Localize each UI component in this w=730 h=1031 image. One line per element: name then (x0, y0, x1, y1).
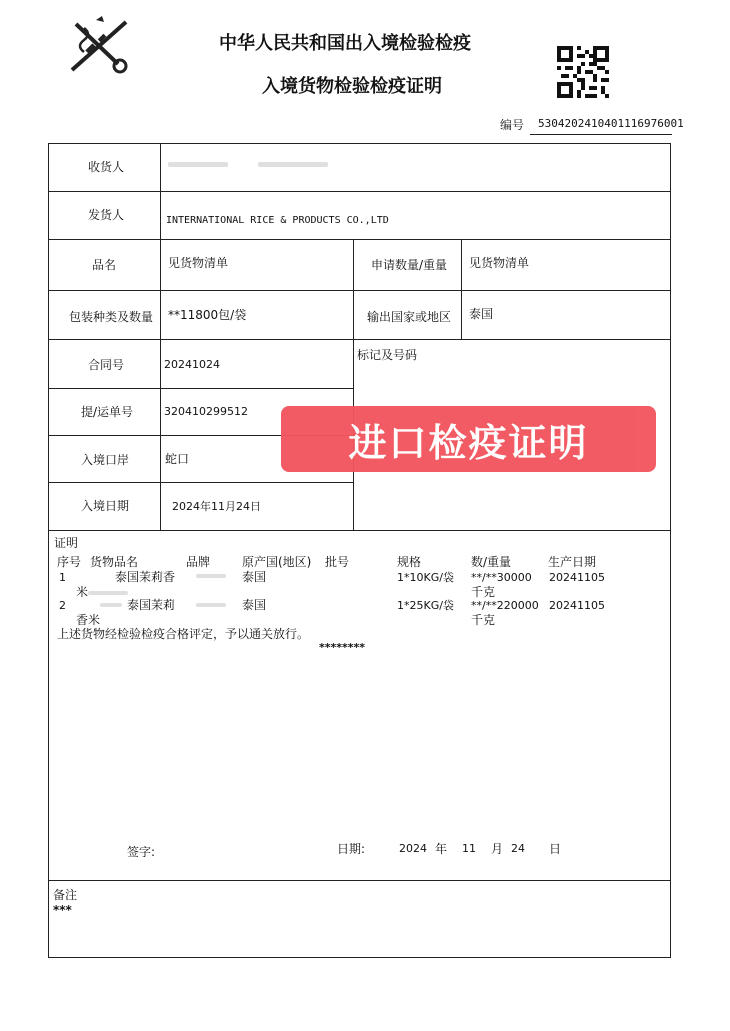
column-prod-date: 生产日期 (548, 555, 597, 569)
table-row-qty-unit: 千克 (471, 613, 496, 627)
clearance-statement: 上述货物经检验检疫合格评定，予以通关放行。 (57, 627, 310, 641)
table-row-seq: 2 (59, 599, 66, 612)
quantity-value: 见货物清单 (469, 256, 530, 270)
table-row-prod-date: 20241105 (549, 571, 605, 584)
table-row-origin: 泰国 (242, 598, 267, 612)
redaction-mark (88, 591, 128, 595)
date-day: 24 (511, 842, 525, 855)
remarks-label: 备注 (53, 888, 78, 902)
qr-code-icon (557, 46, 609, 98)
date-year-unit: 年 (435, 842, 448, 856)
column-brand: 品牌 (186, 555, 211, 569)
redaction-mark (258, 162, 328, 167)
statement-stars: ******** (319, 641, 366, 654)
column-seq: 序号 (57, 555, 82, 569)
origin-country-value: 泰国 (469, 307, 494, 321)
contract-label: 合同号 (88, 358, 125, 372)
redaction-mark (100, 603, 122, 607)
packing-value: **11800包/袋 (168, 308, 247, 322)
table-row-qty: **/**220000 (471, 599, 539, 612)
date-label: 日期: (337, 842, 366, 856)
certificate-label: 证明 (54, 536, 79, 550)
marks-label: 标记及号码 (357, 348, 418, 362)
date-month: 11 (462, 842, 476, 855)
port-label: 入境口岸 (81, 453, 130, 467)
consignee-label: 收货人 (88, 160, 125, 174)
table-row-origin: 泰国 (242, 570, 267, 584)
table-row-spec: 1*10KG/袋 (397, 571, 454, 584)
date-month-unit: 月 (491, 842, 504, 856)
column-batch: 批号 (325, 555, 350, 569)
contract-value: 20241024 (164, 358, 220, 371)
consignor-label: 发货人 (88, 208, 125, 222)
table-row-qty: **/**30000 (471, 571, 532, 584)
consignor-value: INTERNATIONAL RICE & PRODUCTS CO.,LTD (166, 215, 389, 226)
document-subtitle: 入境货物检验检疫证明 (262, 76, 442, 97)
product-value: 见货物清单 (168, 256, 229, 270)
table-row-spec: 1*25KG/袋 (397, 599, 454, 612)
redaction-mark (168, 162, 228, 167)
table-row-seq: 1 (59, 571, 66, 584)
document-title: 中华人民共和国出入境检验检疫 (219, 33, 471, 54)
entry-date-value: 2024年11月24日 (172, 500, 261, 513)
bl-value: 320410299512 (164, 405, 248, 418)
column-name: 货物品名 (90, 555, 139, 569)
certificate-number: 5304202410401116976001 (538, 117, 684, 130)
signature-label: 签字: (127, 845, 156, 859)
table-row-name-cont: 香米 (76, 613, 101, 627)
quantity-label: 申请数量/重量 (371, 258, 448, 272)
product-label: 品名 (92, 258, 117, 272)
remarks-value: *** (53, 903, 72, 917)
table-row-prod-date: 20241105 (549, 599, 605, 612)
origin-country-label: 输出国家或地区 (367, 310, 452, 324)
date-day-unit: 日 (549, 842, 562, 856)
date-year: 2024 (399, 842, 427, 855)
table-row-qty-unit: 千克 (471, 585, 496, 599)
table-row-name: 泰国茉莉香 (115, 570, 176, 584)
import-quarantine-stamp: 进口检疫证明 (281, 406, 656, 472)
column-origin: 原产国(地区) (242, 555, 312, 569)
redaction-mark (196, 603, 226, 607)
inspection-emblem-icon (66, 14, 136, 78)
table-row-name: 泰国茉莉 (127, 598, 176, 612)
packing-label: 包装种类及数量 (69, 310, 154, 324)
port-value: 蛇口 (165, 452, 190, 466)
entry-date-label: 入境日期 (81, 499, 130, 513)
column-spec: 规格 (397, 555, 422, 569)
certificate-number-label: 编号 (500, 118, 525, 132)
column-qty: 数/重量 (471, 555, 512, 569)
table-row-name-cont: 米 (76, 585, 89, 599)
bl-label: 提/运单号 (81, 405, 134, 419)
redaction-mark (196, 574, 226, 578)
